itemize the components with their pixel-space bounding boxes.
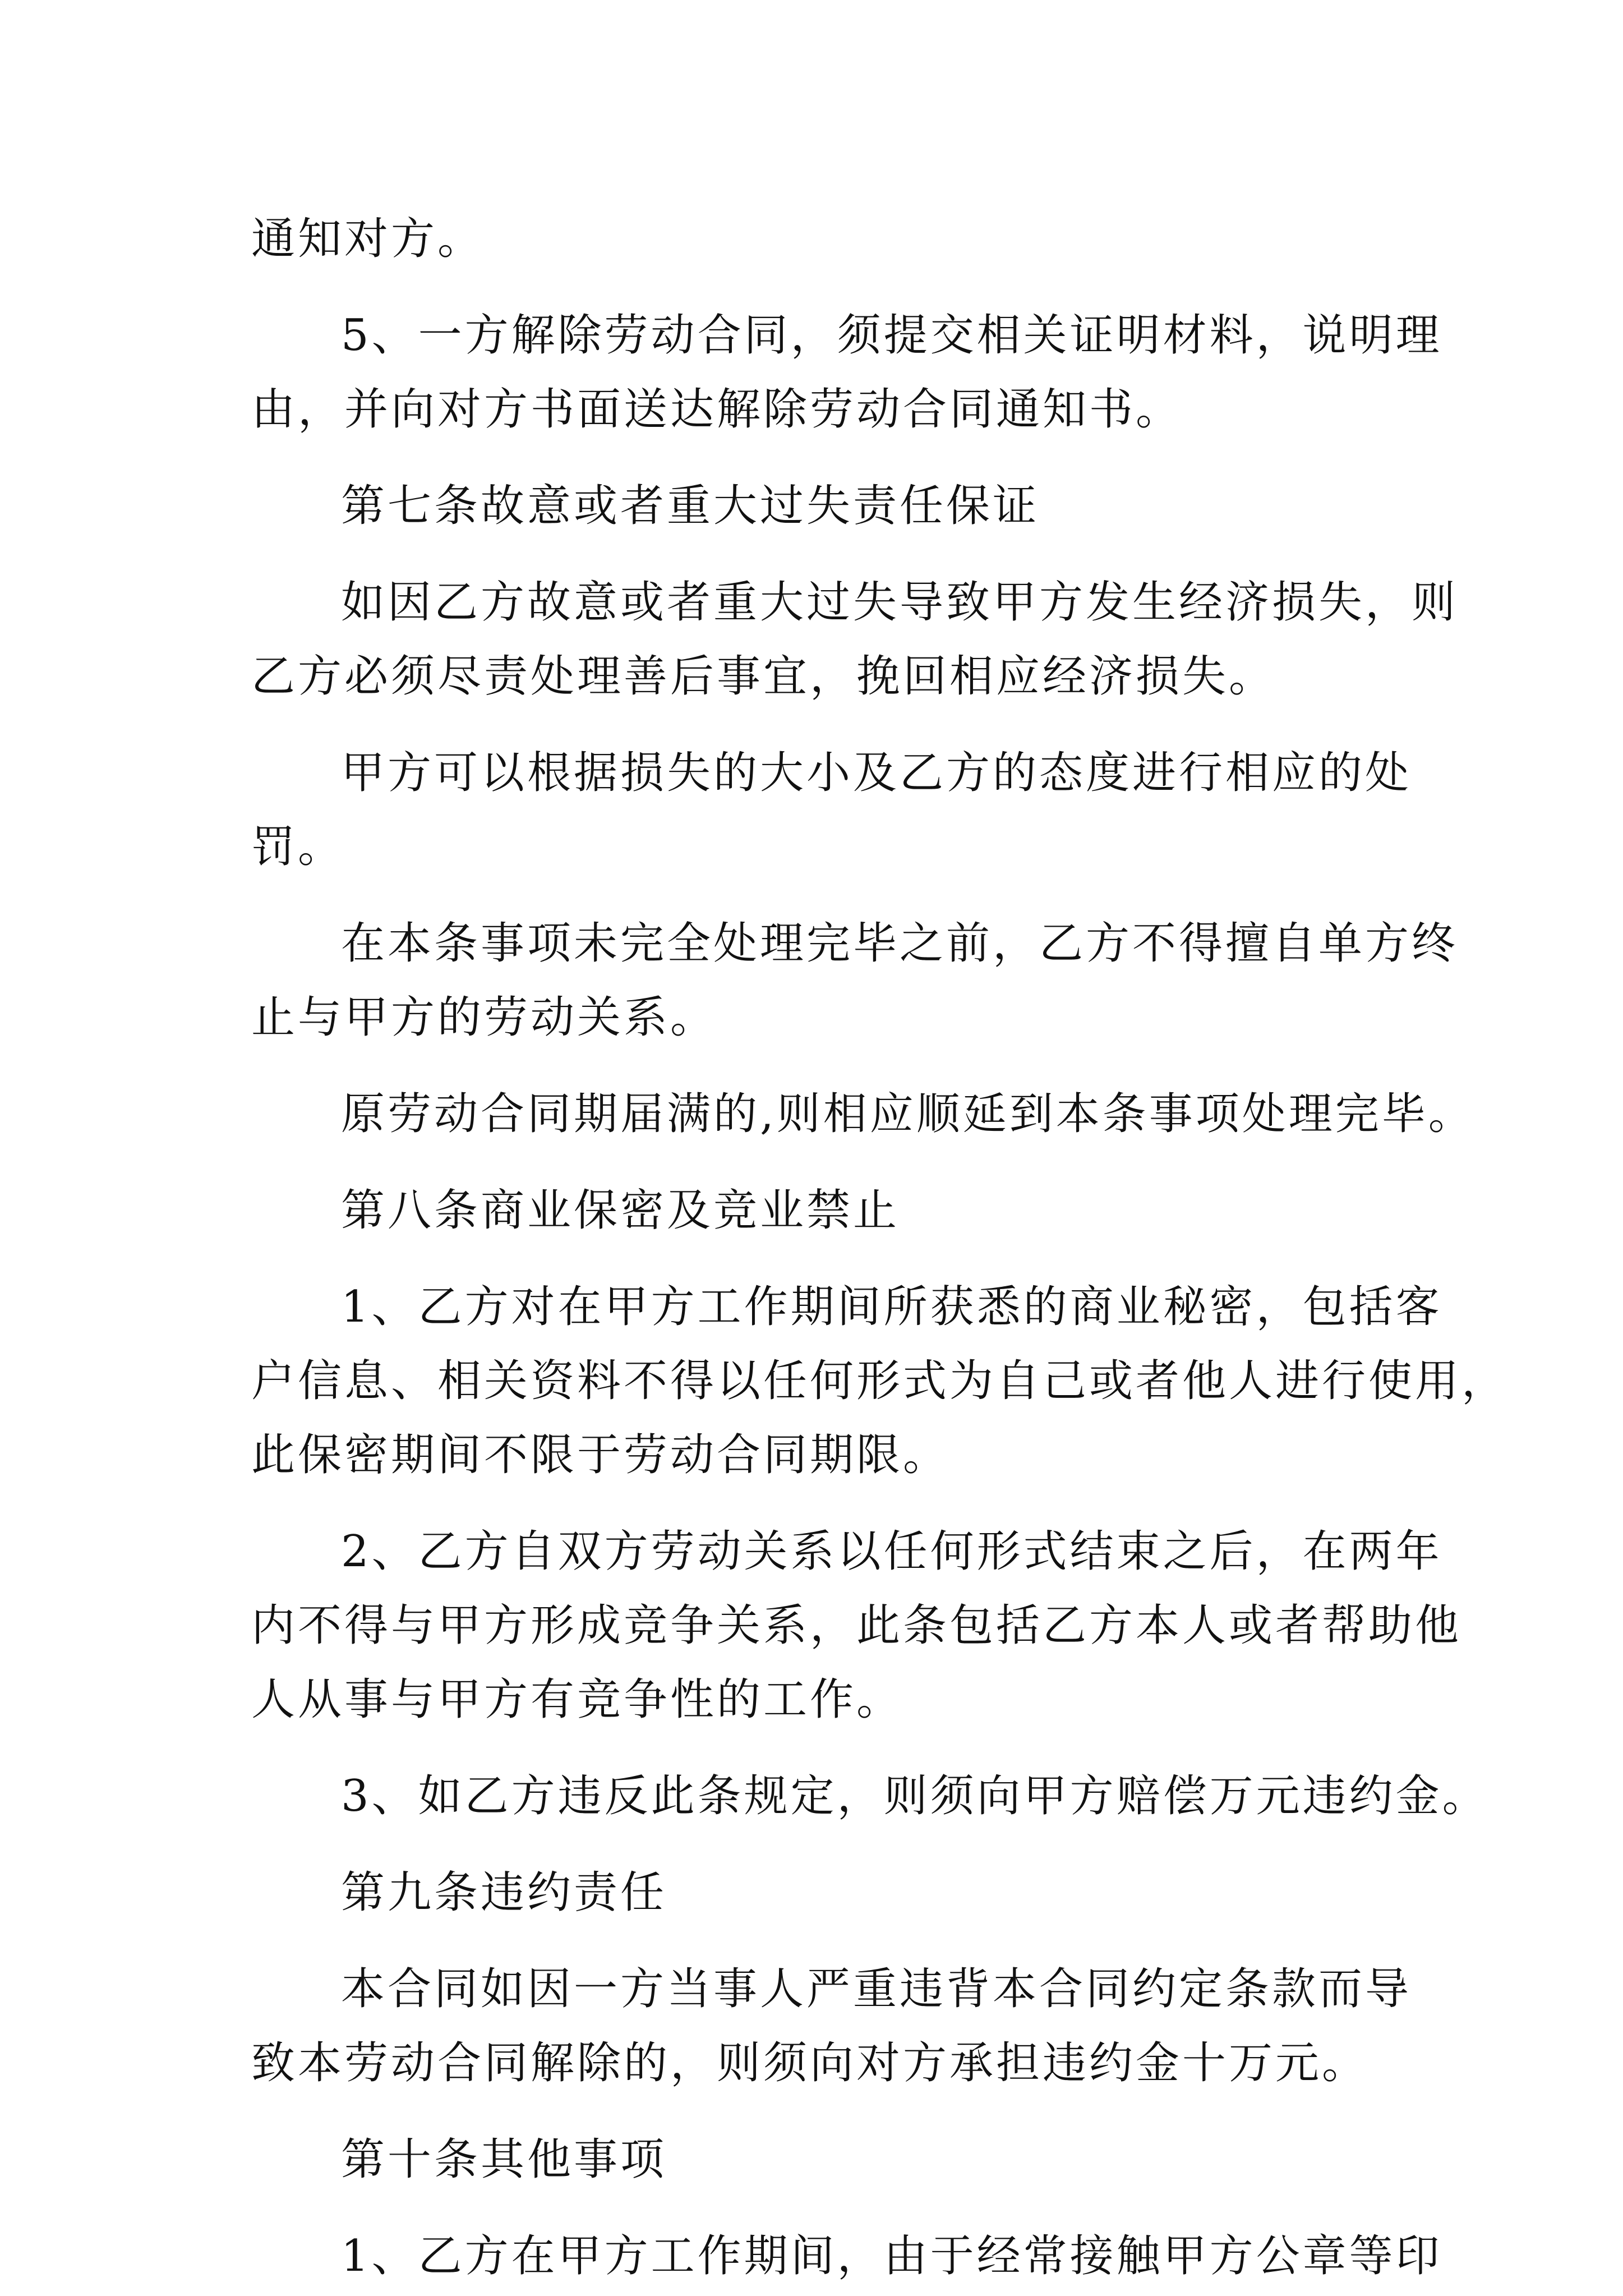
text-line-2: 5、一方解除劳动合同，须提交相关证明材料，说明理 <box>341 310 1442 361</box>
text-line-19: 3、如乙方违反此条规定，则须向甲方赔偿万元违约金。 <box>341 1771 1489 1821</box>
text-line-6: 乙方必须尽责处理善后事宜，挽回相应经济损失。 <box>251 651 1276 702</box>
text-line-21: 本合同如因一方当事人严重违背本合同约定条款而导 <box>341 1964 1412 2014</box>
text-line-17: 内不得与甲方形成竞争关系，此条包括乙方本人或者帮助他 <box>251 1600 1462 1651</box>
text-line-9: 在本条事项未完全处理完毕之前，乙方不得擅自单方终 <box>341 918 1459 969</box>
text-line-5: 如因乙方故意或者重大过失导致甲方发生经济损失，则 <box>341 577 1459 628</box>
text-line-22: 致本劳动合同解除的，则须向对方承担违约金十万元。 <box>251 2038 1369 2088</box>
text-line-14: 户信息、相关资料不得以任何形式为自己或者他人进行使用， <box>251 1356 1509 1406</box>
text-line-1: 通知对方。 <box>251 214 485 264</box>
text-line-15: 此保密期间不限于劳动合同期限。 <box>251 1430 950 1480</box>
text-line-10: 止与甲方的劳动关系。 <box>251 992 717 1043</box>
text-line-24: 1、乙方在甲方工作期间，由于经常接触甲方公章等印 <box>341 2231 1442 2281</box>
text-line-8: 罚。 <box>251 822 345 872</box>
text-line-13: 1、乙方对在甲方工作期间所获悉的商业秘密，包括客 <box>341 1282 1442 1332</box>
article-10-heading: 第十条其他事项 <box>341 2134 667 2185</box>
text-line-11: 原劳动合同期届满的,则相应顺延到本条事项处理完毕。 <box>341 1089 1475 1139</box>
text-line-3: 由，并向对方书面送达解除劳动合同通知书。 <box>251 384 1183 435</box>
article-9-heading: 第九条违约责任 <box>341 1867 667 1918</box>
text-line-18: 人从事与甲方有竞争性的工作。 <box>251 1674 903 1725</box>
text-line-7: 甲方可以根据损失的大小及乙方的态度进行相应的处 <box>341 748 1412 798</box>
text-line-16: 2、乙方自双方劳动关系以任何形式结束之后，在两年 <box>341 1526 1442 1577</box>
contract-body <box>251 202 1509 2293</box>
article-7-heading: 第七条故意或者重大过失责任保证 <box>341 481 1040 531</box>
article-8-heading: 第八条商业保密及竞业禁止 <box>341 1185 900 1236</box>
